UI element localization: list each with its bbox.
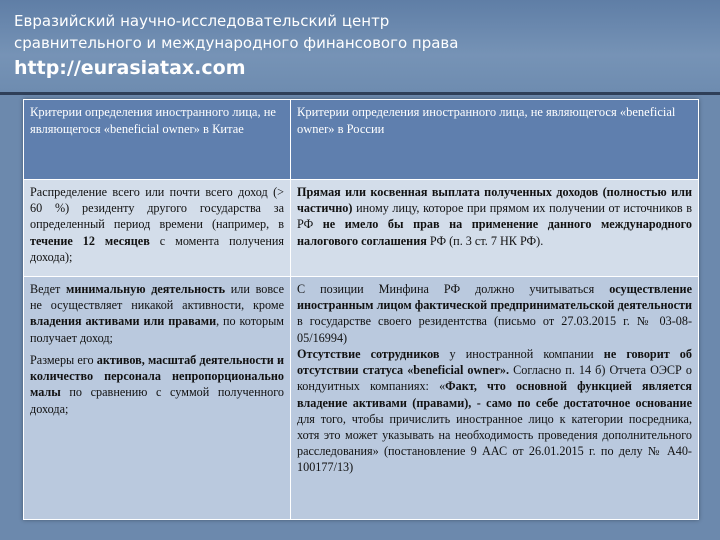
org-name-line-2: сравнительного и международного финансового права	[14, 34, 459, 52]
russia-criterion-staff	[297, 346, 692, 476]
header-russia: Критерии определения иностранного лица, не являющегося «beneficial owner» в России	[291, 100, 699, 180]
table-header-row	[24, 100, 699, 180]
text-run-bold: владения активами или правами	[30, 314, 217, 329]
text-run: которое при прямом их получении от источников в РФ	[297, 201, 693, 232]
text-run-bold: Отсутствие сотрудников	[297, 346, 440, 361]
text-run-bold: Прямая или косвенная выплата полученных доходов (полностью или частично)	[297, 185, 692, 216]
row1-china-cell	[24, 180, 291, 277]
row1-russia-cell	[291, 180, 699, 277]
text-run: иному лицу,	[356, 201, 420, 216]
header-china: Критерии определения иностранного лица, не являющегося «beneficial owner» в Китае	[24, 100, 291, 180]
text-run: по сравнению с суммой полученного дохода;	[30, 385, 284, 416]
org-name-line-1: Евразийский научно-исследовательский центр	[14, 12, 390, 30]
text-run-bold: не говорит об отсутствии статуса «beneficial owner».	[297, 346, 692, 378]
text-run: или вовсе не осуществляет никакой активности, кроме	[30, 282, 284, 313]
text-run: РФ (п. 3 ст. 7 НК РФ).	[426, 233, 544, 248]
row2-russia-cell	[291, 277, 699, 520]
text-run-bold: активов, масштаб деятельности и количество персонала непропорционально малы	[30, 352, 284, 400]
text-run-bold: Факт, что основной функцией является владение активами (правами), - само по себе достаточное основание	[297, 379, 692, 410]
table-row-1	[24, 180, 699, 277]
text-run-bold: осуществление иностранным лицом фактической предпринимательской деятельности	[297, 282, 692, 313]
text-run-bold: течение 12 месяцев	[30, 233, 150, 248]
text-run: у иностранной компании	[439, 346, 604, 361]
website-url[interactable]: http://eurasiatax.com	[14, 57, 246, 79]
text-run: , по которым получает доход;	[30, 314, 284, 345]
text-run-bold: минимальную деятельность	[66, 282, 226, 296]
text-run: С позиции Минфина РФ должно учитываться	[297, 282, 610, 296]
table-row-2	[24, 277, 699, 520]
row2-china-cell	[24, 277, 291, 520]
comparison-table	[23, 99, 699, 520]
china-criterion-activity	[30, 281, 284, 346]
text-run: для того, чтобы причислить иностранное лицо к категории посредника, хотя это может указывать на необходимость проведения дополнительного расследования» (постановление 9 ААС от 26.01.2015 г. по делу № А40-100177/13)	[297, 411, 692, 475]
china-criterion-assets	[30, 352, 284, 417]
text-run: Распределение всего или почти всего доход (> 60 %) резиденту другого государства за определенный период времени (например, в	[30, 185, 284, 232]
text-run: Согласно п. 14 б) Отчета ОЭСР о кондуитных компаниях: «	[297, 363, 692, 394]
header-divider	[0, 92, 720, 95]
text-run: Ведет	[30, 282, 67, 296]
text-run: с момента получения дохода);	[30, 233, 284, 264]
text-run: в государстве своего резидентства (письмо от 27.03.2015 г. № 03-08-05/16994)	[297, 314, 692, 345]
slide-header	[0, 0, 720, 92]
russia-criterion-business	[297, 281, 692, 346]
text-run: Размеры его	[30, 352, 97, 367]
text-run-bold: не имело бы прав на применение данного международного налогового соглашения	[297, 217, 692, 248]
